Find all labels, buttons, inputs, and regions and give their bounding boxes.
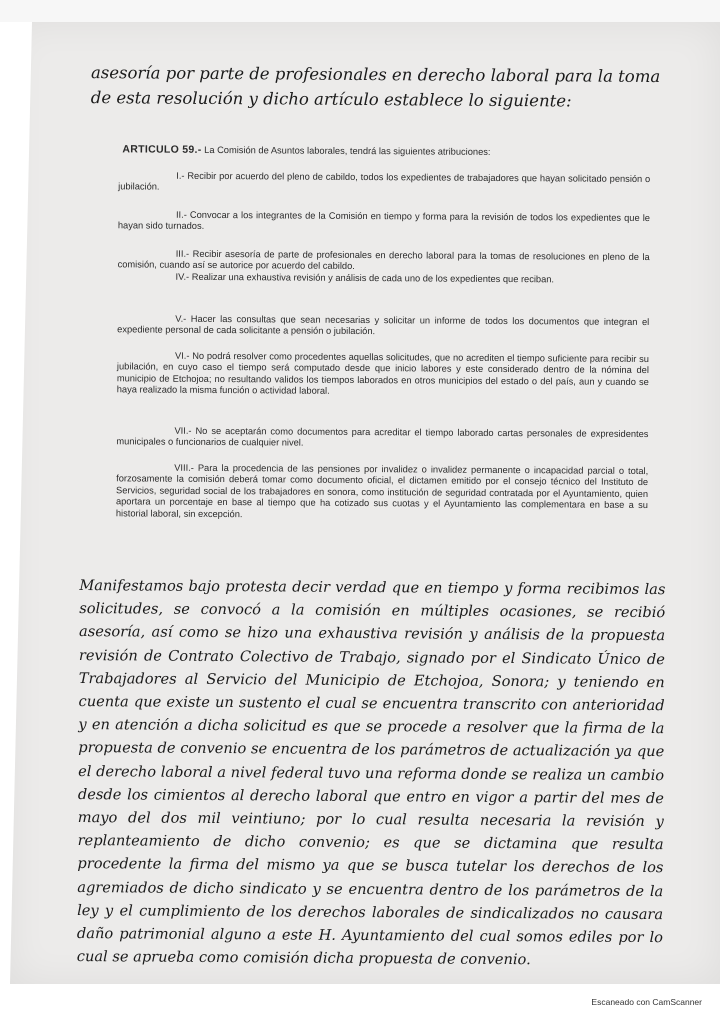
fraction-text: No se aceptarán como documentos para acreditar el tiempo laborado cartas personales de expresidentes municipales o funcionarios de cualquier nivel.	[116, 425, 649, 449]
fraction-text: Para la procedencia de las pensiones por invalidez o invalidez permanente o incapacidad parcial o total, forzosamente la comisión deberá tomar como documento oficial, el dictamen emitido por el consejo técnico del Instituto de Servicios, seguridad social de los trabajadores en sonora, como institución de seguridad contratada por el Ayuntamiento, quien aportara un porcentaje en base al tiempo que ha cotizado sus cuotas y el Ayuntamiento las complementara en base a su historial laboral, sin excepción.	[115, 462, 649, 519]
fraction-number: IV.-	[175, 271, 190, 282]
fraction-5	[117, 313, 649, 340]
fraction-3	[118, 248, 650, 275]
fraction-4	[118, 271, 650, 286]
fraction-text: Recibir por acuerdo del pleno de cabildo, todos los expedientes de trabajadores que hayan solicitado pensión o jubilación.	[118, 170, 651, 192]
fraction-number: III.-	[175, 248, 190, 259]
fraction-number: V.-	[175, 313, 187, 324]
fraction-2	[118, 209, 650, 236]
fraction-6	[117, 350, 649, 399]
fraction-text: Hacer las consultas que sean necesarias y solicitar un informe de todos los documentos que integran el expediente personal de cada solicitante a pensión o jubilación.	[117, 313, 650, 337]
fraction-number: I.-	[176, 170, 185, 181]
fraction-number: VII.-	[174, 425, 192, 436]
fraction-text: Realizar una exhaustiva revisión y análisis de cada uno de los expedientes que reciban.	[191, 271, 555, 285]
fraction-number: VIII.-	[174, 462, 194, 473]
fraction-text: Convocar a los integrantes de la Comisión en tiempo y forma para la revisión de todos los expedientes que le hayan sido turnados.	[117, 209, 651, 232]
fraction-text: No podrá resolver como procedentes aquellas solicitudes, que no acrediten el tiempo suficiente para recibir su jubilación, en cuyo caso el tiempo será computado desde que inicio labores y este considerado dentro de la nómina del municipio de Etchojoa; no resultando validos los tiempos laborados en otros municipios del estado o del país, aun y cuando se haya realizado la misma función o actividad laboral.	[116, 350, 650, 397]
fraction-8	[116, 462, 648, 523]
article-heading	[122, 144, 642, 159]
closing-paragraph: Manifestamos bajo protesta decir verdad que en tiempo y forma recibimos las solicitudes, se convocó a la comisión en múltiples ocasiones, se recibió asesoría, así como se hizo una exhaustiva revisión y análisis de la propuesta revisión de Contrato Colectivo de Trabajo, signado por el Sindicato Único de Trabajadores al Servicio del Municipio de Etchojoa, Sonora; y teniendo en cuenta que existe un sustento el cual se encuentra transcrito con anterioridad y en atención a dicha solicitud es que se procede a resolver que la firma de la propuesta de convenio se encuentra de los parámetros de actualización ya que el derecho laboral a nivel federal tuvo una reforma donde se realiza un cambio desde los cimientos al derecho laboral que entro en vigor a partir del mes de mayo del dos mil veintiuno; por lo cual resulta necesaria la revisión y replanteamiento de dicho convenio; es que se dictamina que resulta procedente la firma del mismo ya que se busca tutelar los derechos de los agremiados de dicho sindicato y se encuentra dentro de los parámetros de la ley y el cumplimiento de los derechos laborales de sindicalizados no causara daño patrimonial alguno a este H. Ayuntamiento del cual somos ediles por lo cual se aprueba como comisión dicha propuesta de convenio.	[76, 577, 666, 969]
article-lead: La Comisión de Asuntos laborales, tendrá las siguientes atribuciones:	[204, 144, 491, 157]
article-title: ARTICULO 59.-	[122, 143, 202, 156]
fraction-number: II.-	[175, 209, 187, 220]
fraction-1	[118, 170, 650, 197]
intro-paragraph: asesoría por parte de profesionales en derecho laboral para la toma de esta resolución y dicho artículo establece lo siguiente:	[90, 63, 661, 111]
fraction-text: Recibir asesoría de parte de profesionales en derecho laboral para la tomas de resoluciones en pleno de la comisión, cuando así se autorice por acuerdo del cabildo.	[117, 248, 650, 272]
fraction-7	[116, 425, 648, 452]
fraction-number: VI.-	[174, 350, 190, 361]
scanner-watermark: Escaneado con CamScanner	[591, 997, 702, 1007]
